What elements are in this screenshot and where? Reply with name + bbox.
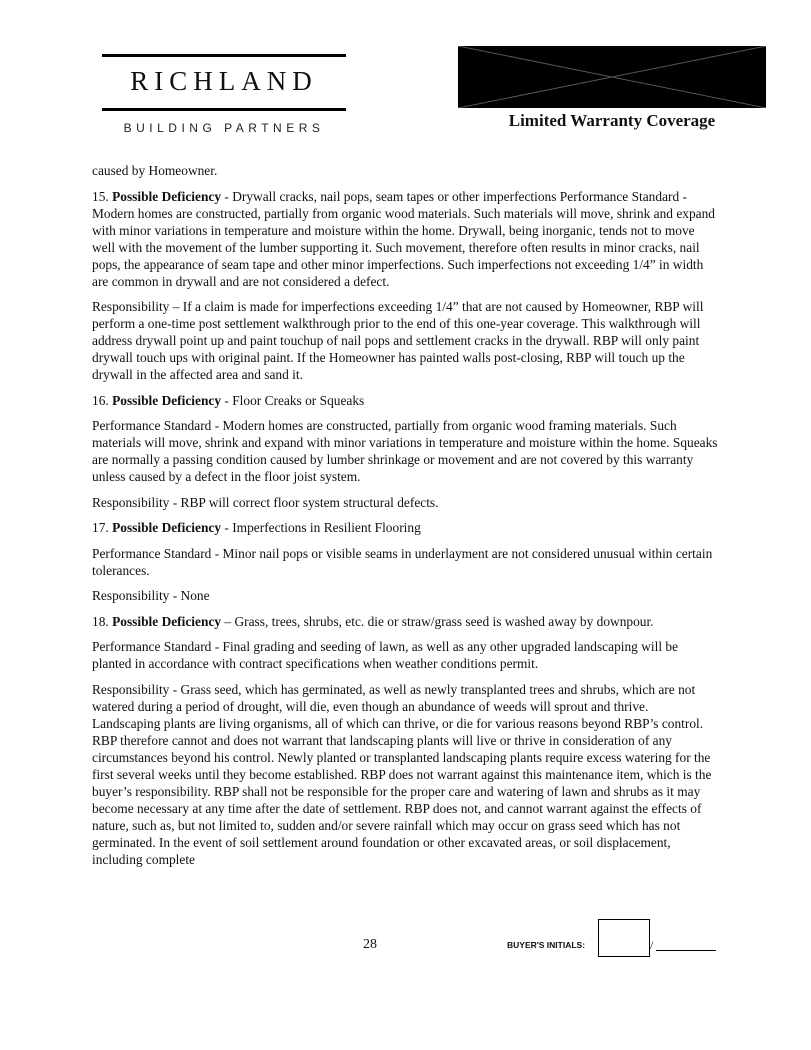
logo-bottom-rule <box>102 108 346 111</box>
paragraph: Responsibility - None <box>92 588 210 603</box>
company-logo-subtitle: BUILDING PARTNERS <box>123 121 325 135</box>
paragraph: Performance Standard - Final grading and seeding of lawn, as well as any other upgraded landscaping will be planted in accordance with contract specifications when weather conditions permit. <box>92 639 679 671</box>
buyer-initials-label: BUYER'S INITIALS: <box>507 940 586 950</box>
paragraph: Responsibility - Grass seed, which has germinated, as well as newly transplanted trees and shrubs, which are not watered during a period of drought, will die, even though an abundance of weeds will sprout and thrive. Landscaping plants are living organisms, all of which can thrive, or die for various reasons beyond RBP’s control. RBP therefore cannot and does not warrant that landscaping plants will live or thrive in consideration of any circumstances beyond his control. Newly planted or transplanted landscaping plants require excess watering for the first several weeks until they become established. RBP does not warrant against this maintenance item, which is the buyer’s responsibility. RBP shall not be responsible for the proper care and watering of lawn and shrubs as it may become necessary at any time after the date of settlement. RBP does not, and cannot warrant against the effects of nature, such as, but not limited to, sudden and/or severe rainfall which may occur on grass seed which has not germinated. In the event of soil settlement around foundation or other excavated areas, or soil displacement, including complete <box>92 681 712 867</box>
paragraph: 17. Possible Deficiency - Imperfections in Resilient Flooring <box>92 520 421 535</box>
redacted-block <box>458 46 766 108</box>
paragraph: Performance Standard - Modern homes are constructed, partially from organic wood framing materials. Such materials will move, shrink and expand with minor variations in temperature and moisture within the home. Squeaks are normally a passing condition caused by lumber shrinkage or movement and are not covered by this warranty unless caused by a defect in the floor joist system. <box>92 418 718 484</box>
logo-top-rule <box>102 54 346 57</box>
buyer-initials-line-2[interactable] <box>656 950 716 951</box>
page-number: 28 <box>363 937 377 952</box>
paragraph: 18. Possible Deficiency – Grass, trees, shrubs, etc. die or straw/grass seed is washed away by downpour. <box>92 613 654 629</box>
paragraph: Responsibility – If a claim is made for imperfections exceeding 1/4” that are not caused by Homeowner, RBP will perform a one-time post settlement walkthrough prior to the end of this one-year coverage. This walkthrough will address drywall point up and paint touchup of nail pops and settlement cracks in the drywall. RBP will only paint drywall touch ups with original paint. If the Homeowner has painted walls post-closing, RBP will touch up the drywall in the affected area and sand it. <box>92 299 704 382</box>
paragraph: 15. Possible Deficiency - Drywall cracks, nail pops, seam tapes or other imperfections Performance Standard - Modern homes are constructed, partially from organic wood materials. Such materials will move, shrink and expand with minor variations in temperature and moisture within the home. Drywall, being inorganic, tends not to move well with the movement of the lumber supporting it. Such movement, therefore often results in minor cracks, nail pops, the appearance of seam tape and other minor imperfections. Such imperfections not exceeding 1/4” in width are common in drywall and are not considered a defect. <box>92 188 715 289</box>
initials-separator: / <box>650 938 654 952</box>
paragraph: Responsibility - RBP will correct floor system structural defects. <box>92 494 439 510</box>
initials-box[interactable] <box>598 919 650 957</box>
paragraph: Performance Standard - Minor nail pops or visible seams in underlayment are not considered unusual within certain tolerances. <box>92 545 713 578</box>
paragraph: caused by Homeowner. <box>92 163 218 178</box>
redaction-cross-icon <box>458 46 766 108</box>
company-logo-name: RICHLAND <box>130 66 318 96</box>
document-title: Limited Warranty Coverage <box>508 111 716 130</box>
document-body <box>92 162 718 876</box>
paragraph: 16. Possible Deficiency - Floor Creaks or Squeaks <box>92 392 365 408</box>
